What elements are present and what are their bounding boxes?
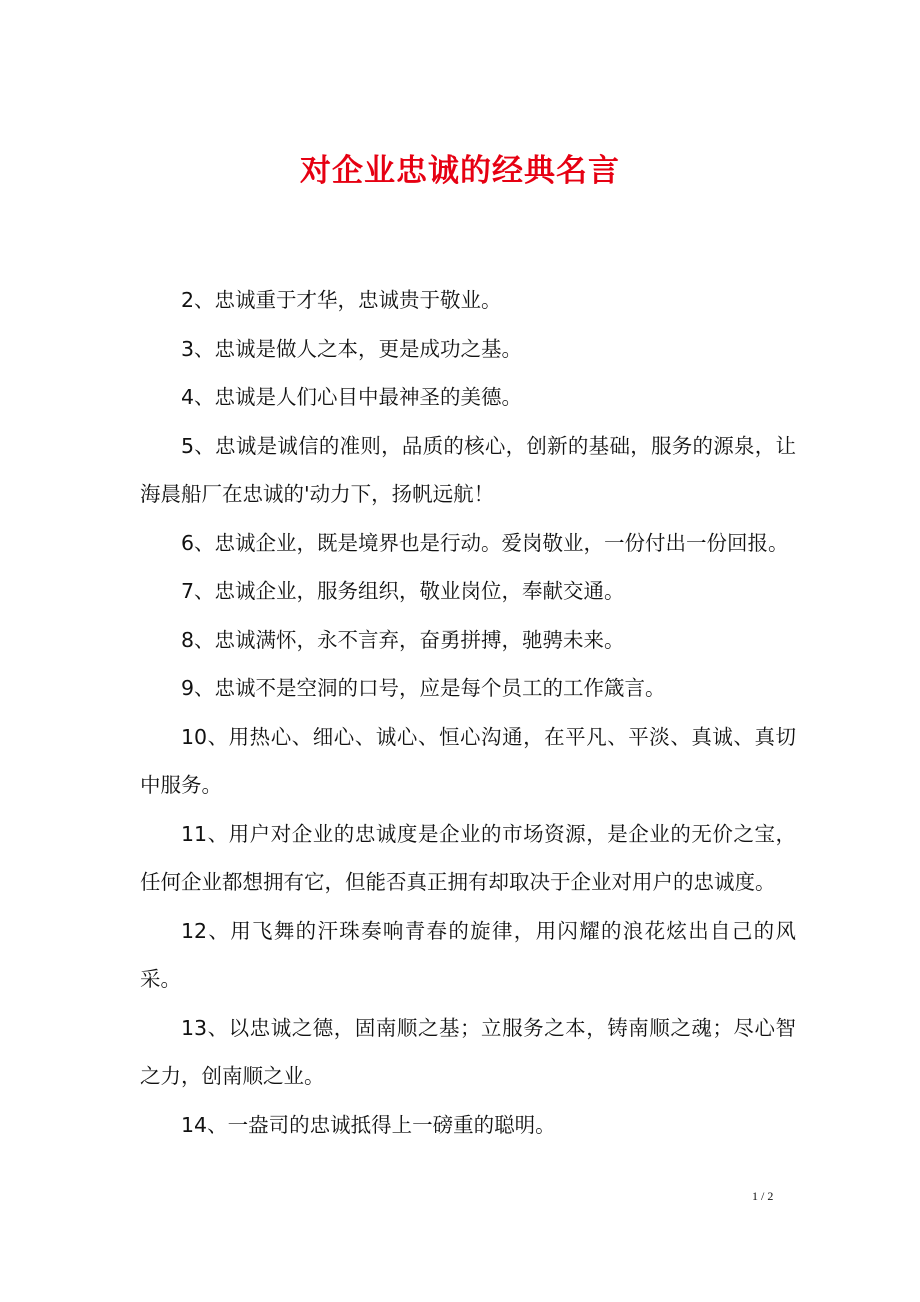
page-number: 1 / 2 [752,1189,774,1203]
quote-paragraph: 6、忠诚企业，既是境界也是行动。爱岗敬业，一份付出一份回报。 [181,530,789,555]
quote-paragraph: 9、忠诚不是空洞的口号，应是每个员工的工作箴言。 [181,676,666,700]
quote-paragraph: 14、一盎司的忠诚抵得上一磅重的聪明。 [181,1112,556,1137]
quote-paragraph: 5、忠诚是诚信的准则，品质的核心，创新的基础，服务的源泉，让海晨船厂在忠诚的'动力下，扬帆远航！ [140,433,796,506]
document-body [140,276,796,1149]
quote-paragraph: 13、以忠诚之德，固南顺之基；立服务之本，铸南顺之魂；尽心智之力，创南顺之业。 [140,1015,796,1088]
quote-paragraph: 3、忠诚是做人之本，更是成功之基。 [181,336,523,361]
quote-paragraph: 7、忠诚企业，服务组织，敬业岗位，奉献交通。 [181,579,625,603]
quote-paragraph: 12、用飞舞的汗珠奏响青春的旋律，用闪耀的浪花炫出自己的风采。 [140,918,796,991]
quote-paragraph: 8、忠诚满怀，永不言弃，奋勇拼搏，驰骋未来。 [181,627,625,652]
document-title: 对企业忠诚的经典名言 [300,153,620,189]
quote-paragraph: 2、忠诚重于才华，忠诚贵于敬业。 [181,288,502,312]
quote-paragraph: 4、忠诚是人们心目中最神圣的美德。 [181,385,523,409]
quote-paragraph: 11、用户对企业的忠诚度是企业的市场资源，是企业的无价之宝，任何企业都想拥有它，但能否真正拥有却取决于企业对用户的忠诚度。 [140,821,796,894]
quote-paragraph: 10、用热心、细心、诚心、恒心沟通，在平凡、平淡、真诚、真切中服务。 [140,724,796,797]
